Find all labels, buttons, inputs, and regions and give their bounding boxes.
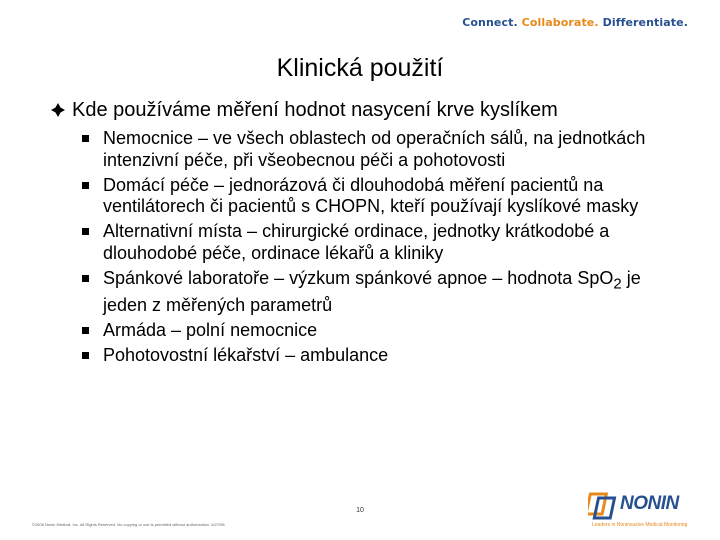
list-item-text: Nemocnice – ve všech oblastech od operačních sálů, na jednotkách intenzivní péče, při všeobecnou péči a pohotovosti xyxy=(103,128,646,170)
tagline-differentiate: Differentiate. xyxy=(602,16,688,29)
logo-subtitle: Leaders in Noninvasive Medical Monitoring xyxy=(592,522,688,528)
square-bullet-icon xyxy=(82,327,89,334)
list-item xyxy=(48,128,688,171)
tagline-collaborate: Collaborate. xyxy=(521,16,599,29)
list-item-text: Domácí péče – jednorázová či dlouhodobá měření pacientů na ventilátorech či pacientů s CHOPN, kteří používají kyslíkové masky xyxy=(103,174,639,216)
square-bullet-icon xyxy=(82,228,89,235)
bullet-list xyxy=(48,128,688,366)
nonin-logo-mark-icon xyxy=(588,491,620,521)
list-item-text: Spánkové laboratoře – výzkum spánkové apnoe – hodnota SpO$_2$ je jeden z měřených parametrů xyxy=(103,267,641,315)
list-item xyxy=(48,175,688,218)
slide-content xyxy=(48,98,688,370)
list-item-text: Alternativní místa – chirurgické ordinace, jednotky krátkodobé a dlouhodobé péče, ordinace lékařů a kliniky xyxy=(103,221,610,263)
list-item xyxy=(48,221,688,264)
header-tagline xyxy=(462,16,688,29)
square-bullet-icon xyxy=(82,275,89,282)
list-item xyxy=(48,268,688,317)
square-bullet-icon xyxy=(82,135,89,142)
slide-title: Klinická použití xyxy=(276,54,444,82)
list-item-text: Armáda – polní nemocnice xyxy=(103,319,318,340)
list-item-text: Pohotovostní lékařství – ambulance xyxy=(103,344,389,365)
page-number: 10 xyxy=(356,507,364,514)
main-point xyxy=(48,98,688,122)
diamond-bullet-icon xyxy=(50,102,66,118)
main-point-text: Kde používáme měření hodnot nasycení krve kyslíkem xyxy=(72,99,558,121)
list-item xyxy=(48,345,688,367)
logo-wordmark: NONIN xyxy=(620,493,679,514)
square-bullet-icon xyxy=(82,182,89,189)
tagline-connect: Connect. xyxy=(462,16,518,29)
copyright-notice: ©2008 Nonin Medical, Inc. All Rights Reserved. No copying or use is permitted without authorization. 5/27/08 xyxy=(32,522,225,527)
nonin-logo xyxy=(588,491,700,533)
list-item xyxy=(48,320,688,342)
square-bullet-icon xyxy=(82,352,89,359)
